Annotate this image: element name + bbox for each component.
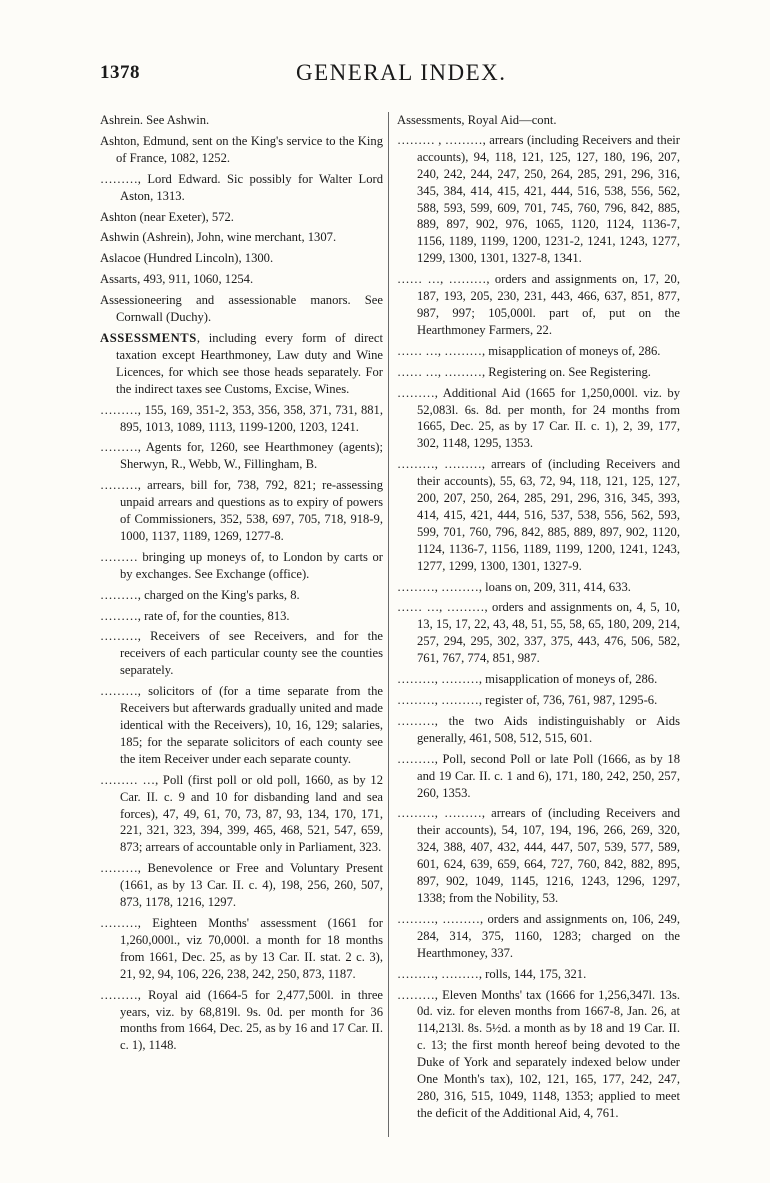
index-entry: ……… bringing up moneys of, to London by carts or by exchanges. See Exchange (office). bbox=[100, 549, 383, 581]
index-entry: ………, ………, rolls, 144, 175, 321. bbox=[397, 966, 587, 981]
continued-heading: Assessments, Royal Aid—cont. bbox=[397, 113, 557, 127]
index-entry: ………, Agents for, 1260, see Hearthmoney (agents); Sherwyn, R., Webb, W., Fillingham, B. bbox=[100, 440, 383, 472]
left-column bbox=[100, 112, 383, 1058]
index-entry: Ashton (near Exeter), 572. bbox=[100, 209, 234, 224]
index-entry: Assessioneering and assessionable manors. See Cornwall (Duchy). bbox=[100, 293, 383, 325]
index-entry: Assarts, 493, 911, 1060, 1254. bbox=[100, 272, 254, 287]
index-entry: Ashwin (Ashrein), John, wine merchant, 1307. bbox=[100, 230, 337, 245]
right-column bbox=[397, 112, 680, 1126]
index-entry: ………, ………, arrears of (including Receivers and their accounts), 54, 107, 194, 196, 266, 269, 320, 324, 388, 407, 432, 444, 447, 507, 539, 577, 589, 601, 624, 639, 659, 664, 727, 760, 842, 882, 895, 897, 902, 1049, 1145, 1216, 1243, 1296, 1297, 1338; from the Nobility, 53. bbox=[397, 806, 680, 905]
page-number: 1378 bbox=[100, 62, 140, 83]
index-entry: ………, Receivers of see Receivers, and for the receivers of each particular county see the counties separately. bbox=[100, 629, 383, 678]
index-entry: ………, Lord Edward. Sic possibly for Walter Lord Aston, 1313. bbox=[100, 171, 383, 203]
index-entry: ………, rate of, for the counties, 813. bbox=[100, 608, 290, 623]
running-title: GENERAL INDEX. bbox=[296, 60, 507, 85]
column-divider bbox=[388, 112, 389, 1137]
index-entry: ……… …, Poll (first poll or old poll, 1660, as by 12 Car. II. c. 9 and 10 for disbanding land and sea forces), 47, 49, 61, 70, 73, 87, 93, 134, 170, 171, 221, 321, 323, 394, 399, 465, 468, 521, 547, 659, 873; arrears of accountable only in Parliament, 323. bbox=[100, 772, 383, 855]
index-entry: ………, Poll, second Poll or late Poll (1666, as by 18 and 19 Car. II. c. 1 and 6), 171, 180, 242, 250, 257, 260, 1353. bbox=[397, 751, 680, 800]
index-entry: ………, ………, misapplication of moneys of, 286. bbox=[397, 672, 658, 687]
index-entry: ………, ………, arrears of (including Receivers and their accounts), 55, 63, 72, 94, 118, 121, 125, 127, 200, 207, 250, 264, 285, 291, 296, 316, 345, 393, 414, 415, 421, 444, 516, 537, 538, 556, 562, 593, 599, 701, 760, 796, 842, 885, 889, 897, 902, 1120, 1124, 1136-7, 1156, 1189, 1199, 1200, 1241, 1243, 1277, 1299, 1300, 1301, 1327-9. bbox=[397, 457, 680, 573]
index-entry: ………, ………, register of, 736, 761, 987, 1295-6. bbox=[397, 693, 658, 707]
index-entry: Ashrein. See Ashwin. bbox=[100, 113, 210, 127]
index-entry: …… …, ………, misapplication of moneys of, 286. bbox=[397, 343, 661, 358]
index-entry: ………, solicitors of (for a time separate from the Receivers but afterwards gradually united and made identical with the Receivers), 10, 16, 129; salaries, 185; for the separate solicitors of each county see the item Receiver under each separate county. bbox=[100, 684, 383, 766]
index-entry: ………, ………, loans on, 209, 311, 414, 633. bbox=[397, 579, 631, 594]
heading-word: ASSESSMENTS bbox=[100, 330, 197, 345]
index-entry: ………, 155, 169, 351-2, 353, 356, 358, 371, 731, 881, 895, 1013, 1089, 1113, 1199-1200, 1203, 1241. bbox=[100, 402, 383, 434]
index-entry: ………, charged on the King's parks, 8. bbox=[100, 587, 300, 602]
index-entry: ……… , ………, arrears (including Receivers and their accounts), 94, 118, 121, 125, 127, 180, 196, 207, 240, 242, 244, 247, 250, 264, 285, 291, 296, 316, 345, 384, 414, 415, 421, 444, 516, 538, 556, 562, 588, 593, 599, 609, 701, 745, 760, 796, 842, 885, 889, 897, 902, 976, 1065, 1120, 1124, 1136-7, 1156, 1189, 1199, 1200, 1231-2, 1241, 1243, 1277, 1299, 1300, 1301, 1327-8, 1341. bbox=[397, 132, 680, 266]
index-entry: ………, Additional Aid (1665 for 1,250,000l. viz. by 52,083l. 6s. 8d. per month, for 24 months from 1665, Dec. 25, as by 17 Car. II. c. 1), 2, 39, 177, 302, 1148, 1295, 1353. bbox=[397, 385, 680, 451]
index-entry: ………, Benevolence or Free and Voluntary Present (1661, as by 13 Car. II. c. 4), 198, 256, 260, 507, 873, 1178, 1216, 1297. bbox=[100, 861, 383, 910]
index-entry: ………, Royal aid (1664-5 for 2,477,500l. in three years, viz. by 68,819l. 9s. 0d. per month for 36 months from 1664, Dec. 25, as by 16 and 17 Car. II. c. 1), 1148. bbox=[100, 987, 383, 1053]
index-entry: ………, ………, orders and assignments on, 106, 249, 284, 314, 375, 1160, 1283; charged on the Hearthmoney, 337. bbox=[397, 911, 680, 960]
index-entry: Ashton, Edmund, sent on the King's service to the King of France, 1082, 1252. bbox=[100, 133, 383, 165]
index-entry: …… …, ………, Registering on. See Registering. bbox=[397, 364, 651, 379]
index-entry: ………, arrears, bill for, 738, 792, 821; re-assessing unpaid arrears and questions as to expiry of powers of Commissioners, 352, 538, 697, 705, 718, 918-9, 1000, 1137, 1189, 1269, 1277-8. bbox=[100, 478, 383, 543]
page-header bbox=[100, 62, 700, 96]
index-entry: ………, Eleven Months' tax (1666 for 1,256,347l. 13s. 0d. viz. for eleven months from 1667-8, Jan. 26, at 114,213l. 8s. 5½d. a month as by 18 and 19 Car. II. c. 13; the first month hereof being devoted to the Duke of York and separately indexed below under One Month's tax), 102, 121, 165, 177, 242, 247, 280, 316, 515, 1049, 1148, 1353; applied to meet the deficit of the Additional Aid, 4, 761. bbox=[397, 987, 680, 1120]
index-entry: ………, Eighteen Months' assessment (1661 for 1,260,000l., viz 70,000l. a month for 18 months from 1661, Dec. 25, as by 13 Car. II. stat. 2 c. 3), 21, 92, 94, 106, 226, 238, 242, 250, 873, 1187. bbox=[100, 915, 383, 981]
index-entry-assessments-heading: ASSESSMENTS, including every form of direct taxation except Hearthmoney, Law duty and Wine Licences, for which see those heads separately. For the indirect taxes see Customs, Excise, Wines. bbox=[100, 330, 383, 396]
index-entry: …… …, ………, orders and assignments on, 4, 5, 10, 13, 15, 17, 22, 43, 48, 51, 55, 58, 65, 180, 209, 214, 257, 294, 295, 302, 337, 375, 443, 476, 506, 582, 761, 767, 774, 851, 987. bbox=[397, 600, 680, 666]
index-entry: ………, the two Aids indistinguishably or Aids generally, 461, 508, 512, 515, 601. bbox=[397, 713, 680, 745]
index-entry: …… …, ………, orders and assignments on, 17, 20, 187, 193, 205, 230, 231, 443, 466, 637, 851, 877, 987, 997; 105,000l. part of, put on the Hearthmoney Farmers, 22. bbox=[397, 272, 680, 337]
index-entry: Aslacoe (Hundred Lincoln), 1300. bbox=[100, 251, 274, 266]
